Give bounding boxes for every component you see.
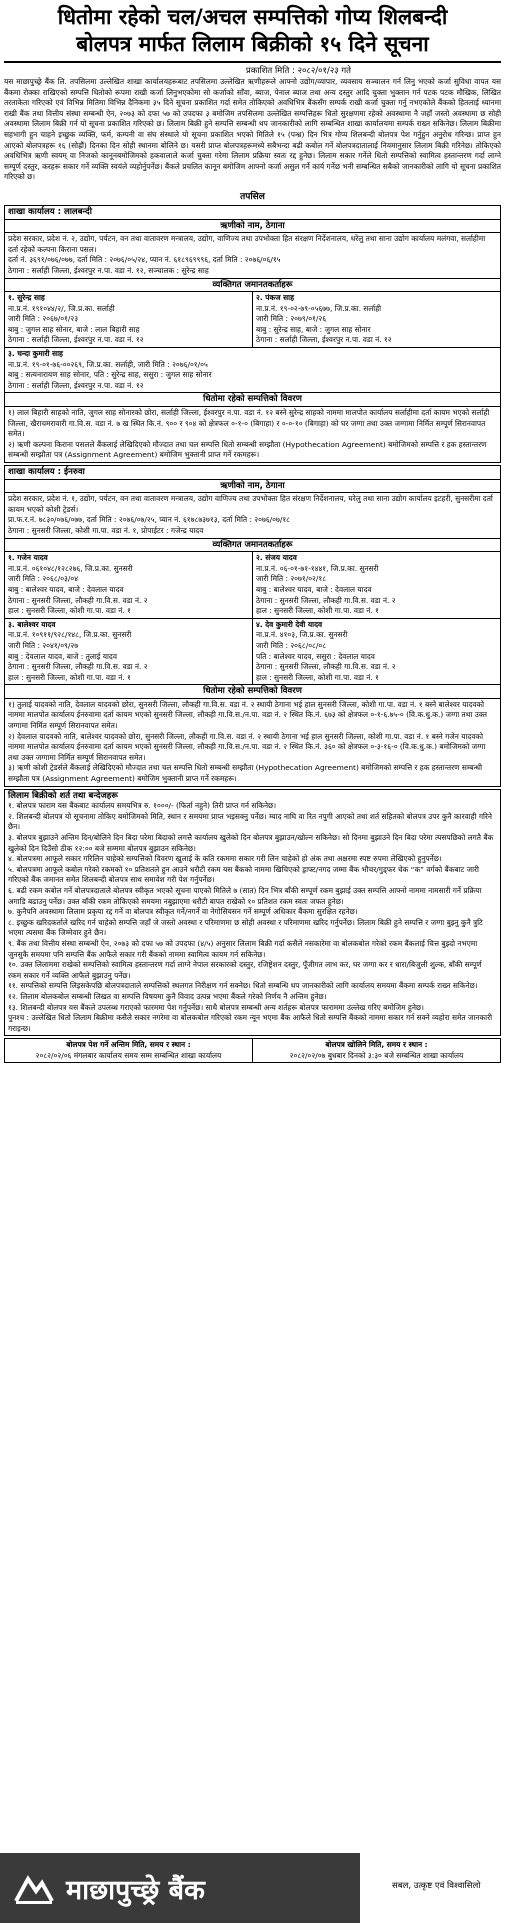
guarantor-line: जारी मिति : २०६८/०३/०४ xyxy=(8,574,79,584)
terms-item: १०. उक्त लिलाममा राखेको सम्पत्तिको स्वामित्व हस्तान्तरण गर्दा लाग्ने नेपाल सरकारको दस्तुर, रजिष्ट्रेशन दस्तुर, पूँजीगत लाभ कर, घर जग्गा कर र धारा/बिजुली शुल्क, बाँकी सम्पूर्ण रकम सकार गर्ने व्यक्ति आफैले बुझाउनु पर्नेछ। xyxy=(8,960,482,980)
guarantor-cell xyxy=(5,348,501,393)
branch-inaruwa: शाखा कार्यालय : ईनरुवा xyxy=(5,466,501,480)
terms-item: ३. बोलपत्र बुझाउने अन्तिम दिन/बोलिने दिन बिदा परेमा बिदाको लगत्तै कार्यालय खुलेको दिन बोलपत्र बुझाउन/खोल्न सकिनेछ। सो दिनमा बुझाउने दिन बिदा परेमा त्यसपछिको लगतै बैंक खुलेको दिन दिउँसो ठीक १२:०० बजे सम्ममा बोलपत्र बुझाउन सकिनेछ। xyxy=(8,833,494,853)
guarantor-line: ना.प्र.नं. ०६१०४८/१२८२७६, जि.प्र.का. सुनसरी xyxy=(8,563,133,573)
terms-item: ७. कुनैपनि अवस्थामा लिलाम प्रकृया रद्द गर्ने वा बोलपत्र स्वीकृत गर्ने/नगर्ने वा नेगोसियसन गर्ने सम्पूर्ण अधिकार बैंकमा सुरक्षित रहनेछ। xyxy=(8,907,358,917)
guarantor-line: जारी मिति : २०४१/०९/२७ xyxy=(8,640,79,650)
property-heading: धितोमा रहेको सम्पत्तिको विवरण xyxy=(5,393,501,407)
tapsil-heading: तपसिल xyxy=(240,191,265,202)
guarantor-line: जारी मिति : २०६७/०१/२३ xyxy=(8,314,79,324)
borrower-line: प्रदेश सरकार, प्रदेश नं. २, उद्योग, पर्यटन, वन तथा वातावरण मन्त्रालय, उद्योग, वाणिज्य तथा उपभोक्ता हित संरक्षण निर्देशनालय, धरेलु तथा साना उद्योग कार्यालय मलंगवा, सर्लाहीमा दर्ता रहेको कल्पना किराना पसल। xyxy=(8,234,486,254)
guarantor-name: ३. बालेश्वर यादव xyxy=(8,619,56,629)
guarantor-line: ना.प्र.नं. १९१०४४/२/, जि.प्र.का. सर्लाही xyxy=(8,303,115,313)
opening-value: २०८२/०२/०७ बुधबार दिनको ३:३० बजे सम्बन्धित शाखा कार्यालय xyxy=(289,1050,464,1060)
guarantor-line: बाबु : जुगल साह सोनार, बाजे : लाल बिहारी साह xyxy=(8,324,140,334)
submission-value: २०८२/०२/०६ मंगलबार कार्यालय समय सम्म सम्बन्धित शाखा कार्यालय xyxy=(35,1050,222,1060)
guarantor-cell xyxy=(5,292,253,348)
notice-title-line1: धितोमा रहेको चल/अचल सम्पत्तिको गोप्य शिलबन्दी xyxy=(57,5,448,29)
guarantor-cell xyxy=(253,292,501,348)
terms-item: ५. बोलपत्रमा आफूले कबोल गरेको रकमको १० प्रतिशतले हुन आउने धरौटी रकम यस बैंकको नाममा खिचिएको ड्राफ्ट/नगद जम्मा बैंक भौचर/गुड्फर चेक “क” वर्गको बैंकबाट जारी गरिएको बैंक जमानत समेत शिलबन्दी बोलपत्र साथ समावेश गरी पेश गर्नुपर्नेछ। xyxy=(8,864,479,885)
inaruwa-table xyxy=(4,465,501,787)
terms-footnote: पुनश्च : उल्लेखित धितो लिलाम बिक्रीमा कसैले सकार नगरेमा वा बोलकबोल गरिएको रकम न्यून भएमा बैंक आफैले धितो सम्पत्ति बैंकको नाममा सकार गर्न सक्ने व्यहोरा समेत जानकारी गराइन्छ। xyxy=(8,1013,493,1033)
borrower-line: दर्ता नं. ३६९१/०७६/०७७, दर्ता मिति : २०७६/०५/२४, प्यान नं. ६१८९६९९९६, दर्ता मिति : २०७६/०६/१५ xyxy=(8,255,281,265)
footer-light-band xyxy=(360,1853,505,1923)
opening-label: बोलपत्र खोलिने मिति, समय र स्थान : xyxy=(325,1040,428,1050)
terms-item: १२. लिलाम बोलकबोल सम्बन्धी लिखत वा सम्पत्ति विषयमा कुनै विवाद उत्पन्न भएमा बैंकले गरेको निर्णय नै अन्तिम हुनेछ। xyxy=(8,991,327,1001)
deadline-table xyxy=(4,1038,501,1063)
guarantor-line: ठेगाना : सर्लाही जिल्ला, ईश्वरपुर न.पा. वडा नं. १२ xyxy=(8,335,144,345)
property-line: २) देवलाल यादवको नाति, बालेश्वर यादवको छोरा, सुनसरी जिल्ला, लौकही गा.वि.स. वडा नं. २ स्थायी ठेगाना भई हाल सुनसरी जिल्ला, कोशी गा.पा. वडा नं. १ बस्ने गजेन यादवको नाममा मालपोत कार्यालय ईनरुवामा दर्ता कायम भएको सुनसरी जिल्ला, लौकही गा.वि.स./न.पा. वडा नं. २ स्थित कि.नं. ३६० को क्षेत्रफल ०-३-१६-० (वि.क.धु.क.) बमोजिमको जग्गा तथा उक्त जग्गामा निर्मित सम्पूर्ण सिरानवापत समेत। xyxy=(8,731,486,762)
guarantor-name: २. पंकज साह xyxy=(256,293,294,303)
guarantor-line: जारी मिति : २०६८/०८/०८ xyxy=(256,640,327,650)
guarantor-cell xyxy=(253,552,501,619)
property-details xyxy=(5,407,501,463)
guarantor-line: ना.प्र.नं. ०६-०१-७१-१४४१, जि.प्र.का. सुनसरी xyxy=(256,563,379,573)
terms-item: ६. बढी रकम कबोल गर्ने बोलपत्रदाताले बोलपत्र स्वीकृत भएको सूचना पाएको मितिले ७ (सात) दिन भित्र बाँकी सम्पूर्ण रकम बुझाई उक्त सम्पत्ति आफ्नो नाममा नामसारी गर्ने प्रक्रिया अगाडि बढाउनु पर्नेछ। उक्त बाँकी रकम तोकिएको समयमा नबुझाएमा धरौटी बापत राखेको १० प्रतिशत रकम स्वतः जफत हुनेछ। xyxy=(8,885,482,906)
guarantor-name: ४. देव कुमारी देवी यादव xyxy=(256,619,323,629)
guarantor-line: बाबु : बालेश्वर यादव, बाजे : देवलाल यादव xyxy=(256,584,372,594)
borrower-heading: ऋणीको नाम, ठेगाना xyxy=(5,219,501,233)
terms-item: ११. सम्पत्तिको सम्पत्ति लिइसकेपछि बोलपत्रदाताले सम्पत्तिको स्थलगत निरीक्षण गर्न सक्नेछ। धितो सम्बन्धि थप जानकारीको लागि कार्यालय समयमा बैंकमा सम्पर्क राख्न सकिनेछ। xyxy=(8,981,478,991)
borrower-line: प्रा.फ.र.नं. ७८३०/०७६/०७७, दर्ता मिति : २०७६/०७/२५, प्यान नं. ६१७८७३७१३, दर्ता मिति : २०७६/०७/१८ xyxy=(8,515,291,525)
guarantor-cell xyxy=(5,618,253,685)
guarantor-line: ना.प्र.नं. १०९११/९२८/१४८, जि.प्र.का. सुनसरी xyxy=(8,630,132,640)
guarantor-heading: व्यक्तिगत जमानतकर्ताहरू xyxy=(5,278,501,292)
terms-cell xyxy=(5,789,501,1036)
guarantor-line: ठेगाना : सर्लाही जिल्ला, ईश्वरपुर न.पा. वडा नं. १२ xyxy=(8,380,144,390)
guarantor-line: जारी मिति : २०७१/०२/१८ xyxy=(256,574,327,584)
guarantor-line: ठेगाना : सुनसरी जिल्ला, लौकही गा.वि.स. वडा नं. २ xyxy=(256,595,396,605)
guarantor-line: बाबु : सत्यनारायण साह सोनार, पति : सुरेन्द्र साह, ससुरा : जुगल साह सोनार xyxy=(8,370,212,380)
bank-name: माछापुच्छ्रे बैंक xyxy=(66,1875,205,1906)
property-line: २) ऋणी कल्पना किराना पसलले बैंकलाई लेखिदिएको मौज्दात तथा चल सम्पत्ति धितो सम्बन्धी सम्झौता (Hypothecation Agreement) बमोजिमको सम्पत्ति र हक हस्तान्तरण सम्बन्धी सम्झौता पत्र (Assignment Agreement) बमोजिम भुक्तानी प्राप्त गर्ने रकमहरू। xyxy=(8,439,487,460)
footer-dark-band xyxy=(0,1853,360,1923)
guarantor-line: पति : बालेश्वर यादव, ससुरा : देवलाल यादव xyxy=(256,651,375,661)
terms-item: ९. बैंक तथा वित्तीय संस्था सम्बन्धी ऐन, २०७३ को दफा ५७ को उपदफा (४/५) अनुसार लिलाम बिक्री गर्दा कसैले नसकारेमा वा बोलकबोल गरेको रकम बैंकलाई चित्त बुझ्दो नभएमा जुनसुकै समयमा पनि सम्पत्ति बैंक आफैले सकार गरी बैंकको नाममा स्वामित्व कायम गर्न सकिनेछ। xyxy=(8,938,478,959)
property-heading: धितोमा रहेको सम्पत्तिको विवरण xyxy=(5,685,501,699)
guarantor-name: ३. चन्दा कुमारी साह xyxy=(8,349,63,359)
borrower-line: ठेगाना : सर्लाही जिल्ला, ईश्वरपुर न.पा. वडा नं. १२, सञ्चालक : सुरेन्द्र साह xyxy=(8,265,209,275)
guarantor-line: बाबु : बालेश्वर यादव, बाजे : देवलाल यादव xyxy=(8,584,124,594)
borrower-details xyxy=(5,233,501,278)
lalbandi-table xyxy=(4,205,501,463)
property-line: १) तुलाई यादवको नाति, देवलाल यादवको छोरा, सुनसरी जिल्ला, लौकही गा.वि.स. वडा नं. २ स्थायी ठेगाना भई हाल सुनसरी जिल्ला, कोशी गा.पा. वडा नं. १ बस्ने बालेश्वर यादवको नाममा मालपोत कार्यालय ईनरुवामा दर्ता कायम भएको सुनसरी जिल्ला, लौकही गा.वि.स./न.पा. वडा नं. २ स्थित कि.नं. ६७३ को क्षेत्रफल ०-१-६.७५-० (वि.क.धु.क.) जग्गा तथा उक्त जग्गामा निर्मित सम्पूर्ण सिरानवापत समेत। xyxy=(8,699,487,731)
guarantor-line: ना.प्र.नं. १९-०१-७६-००२६९, जि.प्र.का. सर्लाही, जारी मिति : २०७६/०१/०५ xyxy=(8,359,208,369)
bank-tagline: सबल, उत्कृष्ट एवं विश्वासिलो xyxy=(392,1881,481,1891)
submission-label: बोलपत्र पेश गर्ने अन्तिम मिति, समय र स्थान : xyxy=(66,1040,191,1050)
terms-table xyxy=(4,789,501,1037)
mountain-logo-icon xyxy=(14,1867,54,1907)
guarantor-line: ठेगाना : सुनसरी जिल्ला, लौकही गा.वि.स. वडा नं. २ xyxy=(256,662,396,672)
guarantor-line: ठेगाना : सर्लाही जिल्ला, ईश्वरपुर न.पा. वडा नं. १२ xyxy=(256,335,392,345)
guarantor-line: हाल : सुनसरी जिल्ला, कोशी गा.पा. वडा नं. १ xyxy=(8,606,131,616)
submission-deadline xyxy=(5,1039,253,1063)
guarantor-name: १. गजेन यादव xyxy=(8,553,48,563)
terms-item: २. शिलबन्दी बोलपत्र यो सूचनामा तोकिए बमोजिमको मिति, स्थान र समयमा प्राप्त भइसक्नु पर्नेछ। म्याद नाघि वा रित नपुगी आएको तथा शर्त सहितको बोलपत्र उपर कुनै कारवाही गरिने छैन। xyxy=(8,811,493,832)
terms-item: ४. बोलपत्रमा आफूले सकार गरिलिन चाहेको सम्पत्तिको विवरण खुलाई के कति रकममा सकार गरी लिन चाहेको हो अंक तथा अक्षरमा स्पष्ट रुपमा लेखिएको हुनुपर्नेछ। xyxy=(8,854,442,864)
guarantor-line: जारी मिति : २०७९/०१/२६ xyxy=(256,314,327,324)
borrower-heading: ऋणीको नाम, ठेगाना xyxy=(5,479,501,493)
guarantor-line: बाबु : देवलाल यादव, बाजे : तुलाई यादव xyxy=(8,651,117,661)
guarantor-heading: व्यक्तिगत जमानतकर्ताहरू xyxy=(5,538,501,552)
borrower-line: प्रदेश सरकार, प्रदेश नं. १, उद्योग, पर्यटन, वन तथा वातावरण मन्त्रालय, उद्योग वाणिज्य तथा उपभोक्ता हित संरक्षण निर्देशनालय, घरेलु तथा साना उद्योग कार्यालय इटहरी, सुनसरीमा दर्ता कायम भएको कोशी ट्रेडर्स। xyxy=(8,494,493,514)
guarantor-line: ना.प्र.नं. ४१०३, जि.प्र.का. सुनसरी xyxy=(256,630,348,640)
opening-deadline xyxy=(253,1039,501,1063)
guarantor-line: बाबु : सुरेन्द्र साह, बाजे : जुगल साह सोनार xyxy=(256,324,371,334)
guarantor-cell xyxy=(253,618,501,685)
notice-title-line2: बोलपत्र मार्फत लिलाम बिक्रीको १५ दिने सूचना xyxy=(4,31,501,63)
terms-item: १. बोलपत्र फाराम यस बैंकबाट कार्यालय समयभित्र रु. १०००/- (फिर्ता नहुने) तिरी प्राप्त गर्न सकिनेछ। xyxy=(8,801,277,811)
publish-date: प्रकाशित मिति : २०८२/०१/२३ गते xyxy=(245,66,351,76)
property-line: ३) ऋणी कोशी ट्रेडर्सले बैंकलाई लेखिदिएको मौज्दात तथा चल सम्पत्ति धितो सम्बन्धी सम्झौता (Hypothecation Agreement) बमोजिमको सम्पत्ति र हक हस्तान्तरण सम्बन्धी सम्झौता पत्र (Assignment Agreement) बमोजिम भुक्तानी प्राप्त गर्ने रकमहरू। xyxy=(8,763,482,784)
guarantor-line: ठेगाना : सुनसरी जिल्ला, लौकही गा.वि.स. वडा नं. २ xyxy=(8,595,148,605)
guarantor-line: ठेगाना : सुनसरी जिल्ला, लौकही गा.वि.स. वडा नं. २ xyxy=(8,662,148,672)
guarantor-name: १. सुरेन्द्र साह xyxy=(8,293,45,303)
branch-lalbandi: शाखा कार्यालय : लालबन्दी xyxy=(5,205,501,219)
terms-item: १३. शिलबन्दी बोलपत्र यस बैंकले उपलब्ध गराएको फारममा पेश गर्नुपर्नेछ। साथै बोलपत्र सम्बन्धी अन्य शर्तहरू बोलपत्र फाराममा उल्लेख गरिए बमोजिम हुनेछ। xyxy=(8,1002,424,1012)
property-details xyxy=(5,698,501,786)
guarantor-line: हाल : सुनसरी जिल्ला, कोशी गा.पा. वडा नं. १ xyxy=(256,672,379,682)
guarantor-line: हाल : सुनसरी जिल्ला, कोशी गा.पा. वडा नं. १ xyxy=(256,606,379,616)
guarantor-cell xyxy=(5,552,253,619)
guarantor-name: २. संजय यादव xyxy=(256,553,297,563)
terms-item: ८. इच्छुक खरिदकर्ताले खरिद गर्न चाहेको सम्पत्ति जहाँ जे जस्तो अवस्था र परिमाणमा छ सोही अवस्था र परिमाणमा खरिद गर्नुपर्नेछ। लिलाम बिक्री हुने सम्पत्ति र जग्गा बुझ्नु कुनै त्रुटि भएमा त्यसमा बैंक जिम्मेवार हुने छैन। xyxy=(8,917,483,938)
intro-paragraph: यस माछापुच्छ्रे बैंक लि. तपसिलमा उल्लेखित शाखा कार्यालयहरूबाट तपसिलमा उल्लेखित ऋणीहरूले आफ्नो उद्योग/व्यापार, व्यवसाय सञ्चालन गर्न लिनु भएको कर्जा सुविधा वापत यस बैंकमा रोक्का राखिएको सम्पत्ति धितोको रूपमा राखी कर्जा लिनुभएकोमा सो कर्जाको साँवा, ब्याज, पेनाल ब्याज तथा अन्य दस्तुर आदि चुक्ता भुक्तान गर्न पटक पटक मौखिक, लिखित तरताकेता गरिएको एवं विभिन्न मितिमा विभिन्न दैनिकमा ३५ दिने सूचना प्रकाशित गर्दा समेत तोकिएको अवधिभित्र बैंकसँग सम्पर्क राखी कर्जा चुक्ता गर्नु नभएकोले बैंकको हितलाई ध्यानमा राखी बैंक तथा वित्तीय संस्था सम्बन्धी ऐन, २०७३ को दफा ५७ को उपदफा ३ बमोजिम तपसिलमा उल्लेखित सम्पत्तिहरू धितो सुरक्षणमा रहेको अवस्थामा नै जहाँ जस्तो अवस्थामा छ सोही अवस्थामा लिलाम बिक्री गर्न यो सूचना प्रकाशित गरिएको छ। लिलाम बिक्री हुने सम्पत्ति सम्बन्धी थप जानकारीको लागि सम्बन्धित शाखा कार्यालयमा सम्पर्क राख्न सकिनेछ। लिलाम बिक्रीमा सहभागी हुन चाहने इच्छुक व्यक्ति, फर्म, कम्पनी वा संघ संस्थाले यो सूचना प्रकाशित भएको मितिले १५ (पन्ध्र) दिन भित्र गोप्य शिलबन्दी बोलपत्र पेश गर्नुहुन अनुरोध गरिन्छ। प्राप्त हुन आएको बोलपत्रहरू १६ (सोह्रौं) दिनका दिन सोही स्थानमा बोलिने छ। यसरी प्राप्त बोलपत्रहरूमध्ये सबैभन्दा बढी कबोल गर्ने बोलपत्रदातालाई नियमानुसार लिलाम बिक्री गरिनेछ। तोकिएको अवधिभित्र ऋणी स्वयम् वा निजको कानूनबमोजिमको हकवालाले कर्जा चुक्ता गरेमा लिलाम प्रक्रिया स्वतः रद्द हुनेछ। लिलाम सकार गर्नेले धितो सम्पत्तिको स्वामित्व हस्तान्तरण गर्दा लाग्ने सम्पूर्ण दस्तुर, करहरू सकार गर्ने व्यक्ति स्वयंले व्यहोर्नुपर्नेछ। बैंकले प्रचलित कानून बमोजिम आफ्नो कर्जा असुल गर्ने कार्य गर्नेछ भनी सम्बन्धित सबैको जानकारीको लागि यो सूचना प्रकाशित गरिएको छ। xyxy=(4,77,501,182)
bank-footer xyxy=(0,1853,505,1923)
property-line: १) लाल बिहारी साहको नाति, जुगल साह सोनारको छोरा, सर्लाही जिल्ला, ईश्वरपुर न.पा. वडा नं. १२ बस्ने सुरेन्द्र साहको नाममा मालपोत कार्यालय सर्लाहीमा दर्ता कायम भएको सर्लाही जिल्ला, खैराचमरावारी गा.वि.स. वडा नं. ७ ख स्थित कि.नं. ९०० र ९०४ को क्षेत्रफल ०-१-० (बिगाहा) र ०-०-१० (बिगाहा) को घर जग्गा तथा उक्त जग्गामा निर्मित सम्पूर्ण सिरानवापत समेत। xyxy=(8,408,490,439)
guarantor-line: हाल : सुनसरी जिल्ला, कोशी गा.पा. वडा नं. १ xyxy=(8,672,131,682)
borrower-line: ठेगाना : सुनसरी जिल्ला, कोशी गा.पा. वडा नं. १, प्रोपाईटर : गजेन्द्र यादव xyxy=(8,525,204,535)
borrower-details xyxy=(5,493,501,538)
terms-heading: लिलाम बिक्रीको शर्त तथा बन्देजहरू xyxy=(8,790,118,801)
guarantor-line: ना.प्र.नं. १९-०२-७९-०५६७७, जि.प्र.का. सर्लाही xyxy=(256,303,382,313)
